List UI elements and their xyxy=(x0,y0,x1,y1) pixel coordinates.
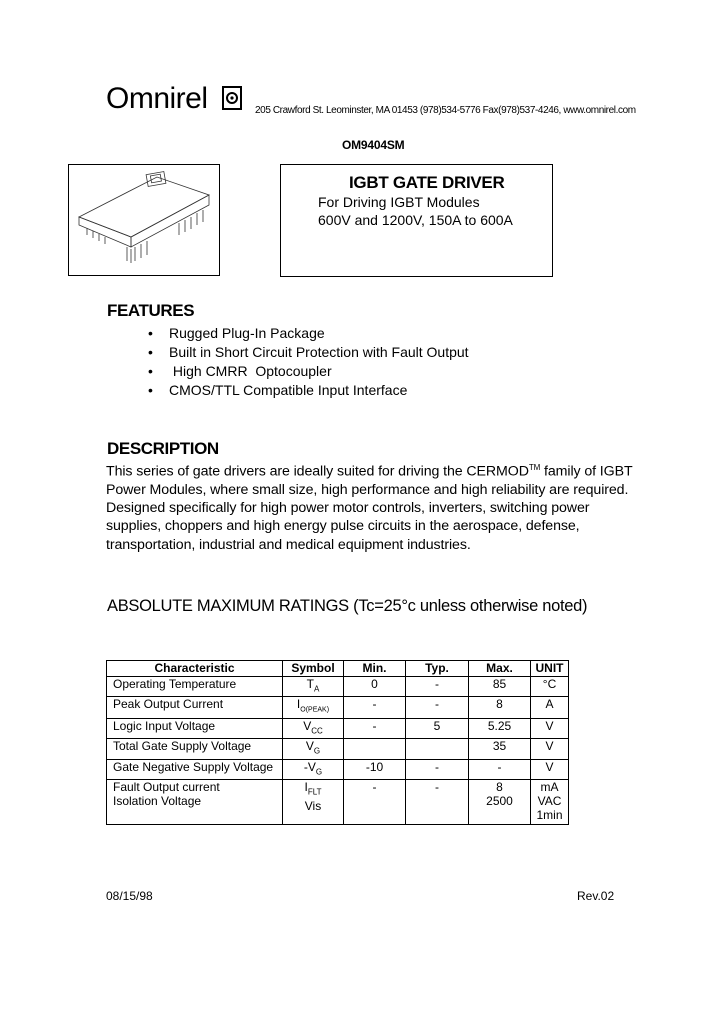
column-header: UNIT xyxy=(531,661,569,677)
column-header: Typ. xyxy=(406,661,469,677)
features-heading: FEATURES xyxy=(107,301,195,320)
product-title-box xyxy=(280,164,553,277)
features-list xyxy=(148,325,469,401)
column-header: Max. xyxy=(469,661,531,677)
column-header: Characteristic xyxy=(107,661,283,677)
absolute-maximum-ratings-table xyxy=(106,660,569,825)
product-image xyxy=(68,164,220,276)
feature-item: • CMOS/TTL Compatible Input Interface xyxy=(148,382,408,398)
company-logo-text: Omnirel xyxy=(106,82,208,115)
trademark-mark: TM xyxy=(528,463,541,472)
company-logo-icon xyxy=(222,86,242,110)
column-header: Symbol xyxy=(283,661,344,677)
company-address: 205 Crawford St. Leominster, MA 01453 (978)534-5776 Fax(978)537-4246, www.omnirel.com xyxy=(255,105,636,116)
bullet-icon: • xyxy=(148,344,153,360)
document-revision: Rev.02 xyxy=(577,889,615,903)
table-row: Operating Temperature $T_A$ 0 - 85 °C xyxy=(107,677,569,697)
module-package-drawing xyxy=(69,165,219,275)
table-row: Gate Negative Supply Voltage $-V_G$ -10 - - V xyxy=(107,759,569,779)
feature-item: • Rugged Plug-In Package xyxy=(148,325,325,341)
product-subtitle-line1: For Driving IGBT Modules xyxy=(318,194,480,210)
table-header-row xyxy=(107,661,569,677)
bullet-icon: • xyxy=(148,325,153,341)
bullet-icon: • xyxy=(148,363,153,379)
feature-item: • Built in Short Circuit Protection with Fault Output xyxy=(148,344,469,360)
part-number: OM9404SM xyxy=(342,138,405,152)
table-row: Total Gate Supply Voltage $V_G$ 35 V xyxy=(107,739,569,759)
table-row: Peak Output Current $I_{O(PEAK)}$ - - 8 A xyxy=(107,697,569,718)
table-row: Fault Output current Isolation Voltage $I_{FLT}$ Vis - - 8 2500 mA VAC 1min xyxy=(107,779,569,824)
feature-item: • High CMRR Optocoupler xyxy=(148,363,332,379)
ratings-heading: ABSOLUTE MAXIMUM RATINGS (Tc=25°c unless otherwise noted) xyxy=(107,597,588,615)
product-subtitle-line2: 600V and 1200V, 150A to 600A xyxy=(318,212,513,228)
description-heading: DESCRIPTION xyxy=(107,439,219,458)
document-date: 08/15/98 xyxy=(106,889,153,903)
bullet-icon: • xyxy=(148,382,153,398)
description-text: This series of gate drivers are ideally suited for driving the CERMOD™ family of IGBT Power Modules, where small size, high performance and high reliability are required. Designed specifically for high power motor controls, inverters, switching power supplies, choppers and high energy pulse circuits in the aerospace, defense, transportation, industrial and medical equipment industries. xyxy=(106,463,633,553)
table-row: Logic Input Voltage $V_{CC}$ - 5 5.25 V xyxy=(107,718,569,738)
column-header: Min. xyxy=(344,661,406,677)
product-title: IGBT GATE DRIVER xyxy=(349,173,505,192)
